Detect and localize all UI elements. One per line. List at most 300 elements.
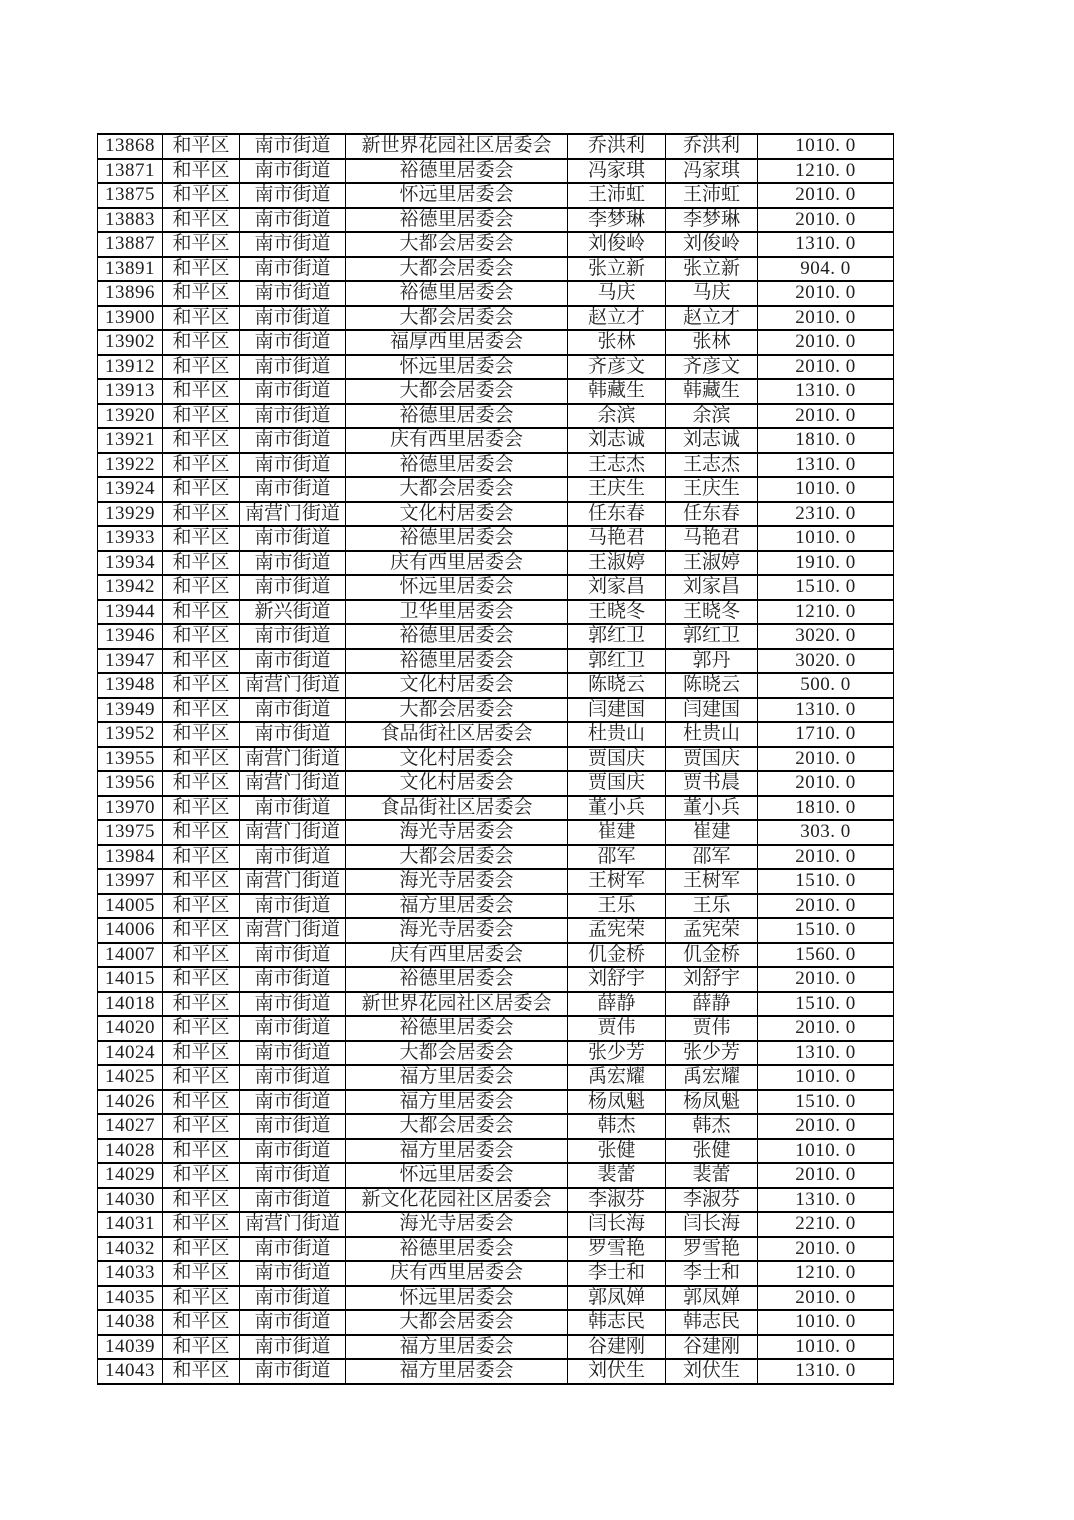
cell-name-2: 崔建	[666, 820, 758, 845]
table-row	[98, 281, 894, 306]
cell-name: 邵军	[568, 845, 666, 870]
cell-committee: 文化村居委会	[346, 771, 568, 796]
table-row	[98, 1065, 894, 1090]
cell-name-2: 闫建国	[666, 698, 758, 723]
cell-name-2: 张少芳	[666, 1041, 758, 1066]
cell-record-id: 13942	[98, 575, 163, 600]
cell-committee: 大都会居委会	[346, 698, 568, 723]
cell-name: 王树军	[568, 869, 666, 894]
cell-record-id: 14043	[98, 1359, 163, 1384]
cell-committee: 裕德里居委会	[346, 526, 568, 551]
cell-district: 和平区	[163, 673, 240, 698]
cell-street: 南市街道	[240, 379, 346, 404]
cell-committee: 海光寺居委会	[346, 869, 568, 894]
cell-district: 和平区	[163, 134, 240, 159]
cell-amount: 1310. 0	[758, 232, 894, 257]
cell-street: 南市街道	[240, 404, 346, 429]
cell-district: 和平区	[163, 526, 240, 551]
cell-name-2: 仉金桥	[666, 943, 758, 968]
cell-amount: 1010. 0	[758, 1310, 894, 1335]
cell-district: 和平区	[163, 551, 240, 576]
cell-street: 南市街道	[240, 1139, 346, 1164]
cell-record-id: 13984	[98, 845, 163, 870]
cell-name-2: 王晓冬	[666, 600, 758, 625]
cell-amount: 1010. 0	[758, 1065, 894, 1090]
cell-district: 和平区	[163, 649, 240, 674]
cell-street: 南营门街道	[240, 918, 346, 943]
cell-street: 南市街道	[240, 894, 346, 919]
cell-committee: 海光寺居委会	[346, 820, 568, 845]
cell-district: 和平区	[163, 722, 240, 747]
cell-record-id: 13946	[98, 624, 163, 649]
table-row	[98, 820, 894, 845]
cell-name: 张少芳	[568, 1041, 666, 1066]
cell-name-2: 刘俊岭	[666, 232, 758, 257]
cell-committee: 怀远里居委会	[346, 1286, 568, 1311]
cell-name-2: 韩藏生	[666, 379, 758, 404]
cell-record-id: 14006	[98, 918, 163, 943]
cell-name: 谷建刚	[568, 1335, 666, 1360]
cell-name: 李梦琳	[568, 208, 666, 233]
table-row	[98, 379, 894, 404]
cell-record-id: 13875	[98, 183, 163, 208]
cell-committee: 裕德里居委会	[346, 404, 568, 429]
cell-street: 南市街道	[240, 1237, 346, 1262]
cell-district: 和平区	[163, 698, 240, 723]
cell-district: 和平区	[163, 1359, 240, 1384]
cell-amount: 3020. 0	[758, 624, 894, 649]
cell-name: 王晓冬	[568, 600, 666, 625]
cell-name-2: 谷建刚	[666, 1335, 758, 1360]
cell-district: 和平区	[163, 845, 240, 870]
table-row	[98, 453, 894, 478]
cell-amount: 1010. 0	[758, 134, 894, 159]
cell-street: 南市街道	[240, 159, 346, 184]
cell-name: 薛静	[568, 992, 666, 1017]
table-row	[98, 1016, 894, 1041]
cell-amount: 1010. 0	[758, 477, 894, 502]
table-row	[98, 771, 894, 796]
cell-name-2: 刘家昌	[666, 575, 758, 600]
cell-name: 闫建国	[568, 698, 666, 723]
cell-name-2: 张立新	[666, 257, 758, 282]
cell-street: 南市街道	[240, 306, 346, 331]
table-row	[98, 967, 894, 992]
cell-street: 南市街道	[240, 183, 346, 208]
cell-street: 南市街道	[240, 649, 346, 674]
table-row	[98, 477, 894, 502]
records-table	[97, 133, 894, 1385]
cell-name: 刘家昌	[568, 575, 666, 600]
cell-committee: 大都会居委会	[346, 477, 568, 502]
cell-committee: 大都会居委会	[346, 1114, 568, 1139]
cell-street: 南营门街道	[240, 771, 346, 796]
cell-street: 南市街道	[240, 1335, 346, 1360]
cell-record-id: 14033	[98, 1261, 163, 1286]
cell-amount: 1010. 0	[758, 526, 894, 551]
cell-amount: 2010. 0	[758, 771, 894, 796]
table-row	[98, 747, 894, 772]
cell-street: 南市街道	[240, 575, 346, 600]
records-table-body	[98, 134, 894, 1384]
cell-amount: 303. 0	[758, 820, 894, 845]
cell-district: 和平区	[163, 1261, 240, 1286]
table-row	[98, 183, 894, 208]
cell-amount: 1310. 0	[758, 698, 894, 723]
cell-name: 孟宪荣	[568, 918, 666, 943]
cell-record-id: 14030	[98, 1188, 163, 1213]
cell-name-2: 刘舒宇	[666, 967, 758, 992]
cell-record-id: 14015	[98, 967, 163, 992]
cell-amount: 2010. 0	[758, 183, 894, 208]
cell-record-id: 14005	[98, 894, 163, 919]
cell-district: 和平区	[163, 600, 240, 625]
cell-district: 和平区	[163, 820, 240, 845]
cell-name-2: 王沛虹	[666, 183, 758, 208]
cell-district: 和平区	[163, 575, 240, 600]
cell-street: 南市街道	[240, 943, 346, 968]
cell-street: 南市街道	[240, 1359, 346, 1384]
cell-district: 和平区	[163, 1065, 240, 1090]
cell-record-id: 13913	[98, 379, 163, 404]
cell-street: 南市街道	[240, 355, 346, 380]
cell-district: 和平区	[163, 257, 240, 282]
cell-district: 和平区	[163, 1114, 240, 1139]
cell-name: 杨凤魁	[568, 1090, 666, 1115]
cell-street: 南营门街道	[240, 869, 346, 894]
cell-committee: 食品街社区居委会	[346, 796, 568, 821]
cell-name: 贾伟	[568, 1016, 666, 1041]
cell-amount: 1210. 0	[758, 600, 894, 625]
cell-amount: 2010. 0	[758, 404, 894, 429]
cell-committee: 海光寺居委会	[346, 918, 568, 943]
cell-district: 和平区	[163, 1139, 240, 1164]
cell-amount: 2010. 0	[758, 1016, 894, 1041]
cell-name-2: 王树军	[666, 869, 758, 894]
cell-record-id: 14020	[98, 1016, 163, 1041]
cell-district: 和平区	[163, 379, 240, 404]
cell-name: 刘志诚	[568, 428, 666, 453]
cell-name-2: 王乐	[666, 894, 758, 919]
cell-amount: 2010. 0	[758, 1286, 894, 1311]
cell-committee: 庆有西里居委会	[346, 551, 568, 576]
table-row	[98, 1261, 894, 1286]
cell-name: 齐彦文	[568, 355, 666, 380]
cell-name: 杜贵山	[568, 722, 666, 747]
cell-amount: 1810. 0	[758, 428, 894, 453]
cell-name-2: 刘伏生	[666, 1359, 758, 1384]
table-row	[98, 575, 894, 600]
cell-record-id: 14032	[98, 1237, 163, 1262]
table-row	[98, 355, 894, 380]
cell-record-id: 13948	[98, 673, 163, 698]
cell-district: 和平区	[163, 1163, 240, 1188]
cell-record-id: 14028	[98, 1139, 163, 1164]
cell-district: 和平区	[163, 208, 240, 233]
cell-district: 和平区	[163, 404, 240, 429]
cell-record-id: 14025	[98, 1065, 163, 1090]
cell-committee: 大都会居委会	[346, 1041, 568, 1066]
cell-record-id: 13924	[98, 477, 163, 502]
table-row	[98, 428, 894, 453]
cell-district: 和平区	[163, 918, 240, 943]
cell-amount: 1910. 0	[758, 551, 894, 576]
cell-record-id: 13912	[98, 355, 163, 380]
cell-district: 和平区	[163, 796, 240, 821]
cell-record-id: 13891	[98, 257, 163, 282]
cell-record-id: 14018	[98, 992, 163, 1017]
cell-amount: 2010. 0	[758, 1163, 894, 1188]
cell-name-2: 郭丹	[666, 649, 758, 674]
cell-name: 郭凤婵	[568, 1286, 666, 1311]
table-row	[98, 330, 894, 355]
cell-amount: 1510. 0	[758, 575, 894, 600]
cell-committee: 怀远里居委会	[346, 575, 568, 600]
table-row	[98, 1188, 894, 1213]
table-row	[98, 894, 894, 919]
cell-district: 和平区	[163, 1090, 240, 1115]
cell-amount: 2010. 0	[758, 1114, 894, 1139]
cell-name-2: 陈晓云	[666, 673, 758, 698]
cell-record-id: 13921	[98, 428, 163, 453]
cell-amount: 2010. 0	[758, 281, 894, 306]
cell-district: 和平区	[163, 159, 240, 184]
cell-street: 南市街道	[240, 1188, 346, 1213]
cell-committee: 大都会居委会	[346, 1310, 568, 1335]
cell-district: 和平区	[163, 1335, 240, 1360]
table-row	[98, 1163, 894, 1188]
cell-amount: 2010. 0	[758, 306, 894, 331]
cell-record-id: 13949	[98, 698, 163, 723]
cell-committee: 裕德里居委会	[346, 208, 568, 233]
cell-committee: 新文化花园社区居委会	[346, 1188, 568, 1213]
cell-street: 南营门街道	[240, 820, 346, 845]
cell-name: 马庆	[568, 281, 666, 306]
table-row	[98, 502, 894, 527]
cell-record-id: 14026	[98, 1090, 163, 1115]
cell-record-id: 13952	[98, 722, 163, 747]
table-row	[98, 1212, 894, 1237]
cell-street: 南市街道	[240, 257, 346, 282]
cell-amount: 2010. 0	[758, 1237, 894, 1262]
cell-committee: 怀远里居委会	[346, 355, 568, 380]
cell-street: 南市街道	[240, 232, 346, 257]
table-row	[98, 698, 894, 723]
cell-record-id: 14027	[98, 1114, 163, 1139]
cell-amount: 2010. 0	[758, 967, 894, 992]
cell-amount: 1310. 0	[758, 1359, 894, 1384]
cell-district: 和平区	[163, 869, 240, 894]
cell-street: 南市街道	[240, 1286, 346, 1311]
cell-name: 罗雪艳	[568, 1237, 666, 1262]
cell-committee: 裕德里居委会	[346, 1237, 568, 1262]
cell-name-2: 贾国庆	[666, 747, 758, 772]
cell-amount: 2210. 0	[758, 1212, 894, 1237]
cell-name-2: 王庆生	[666, 477, 758, 502]
cell-name: 郭红卫	[568, 624, 666, 649]
cell-committee: 大都会居委会	[346, 306, 568, 331]
cell-amount: 2010. 0	[758, 894, 894, 919]
cell-name: 禹宏耀	[568, 1065, 666, 1090]
cell-committee: 大都会居委会	[346, 232, 568, 257]
cell-district: 和平区	[163, 183, 240, 208]
cell-name-2: 乔洪利	[666, 134, 758, 159]
table-row	[98, 722, 894, 747]
table-row	[98, 134, 894, 159]
cell-amount: 1310. 0	[758, 1041, 894, 1066]
cell-name-2: 李士和	[666, 1261, 758, 1286]
cell-amount: 2010. 0	[758, 330, 894, 355]
table-row	[98, 1237, 894, 1262]
cell-street: 南市街道	[240, 453, 346, 478]
cell-committee: 食品街社区居委会	[346, 722, 568, 747]
cell-record-id: 13871	[98, 159, 163, 184]
cell-district: 和平区	[163, 771, 240, 796]
cell-district: 和平区	[163, 943, 240, 968]
table-row	[98, 159, 894, 184]
cell-name-2: 薛静	[666, 992, 758, 1017]
cell-committee: 文化村居委会	[346, 502, 568, 527]
cell-record-id: 14031	[98, 1212, 163, 1237]
cell-committee: 福方里居委会	[346, 1335, 568, 1360]
cell-record-id: 13955	[98, 747, 163, 772]
cell-amount: 1210. 0	[758, 159, 894, 184]
cell-name: 刘舒宇	[568, 967, 666, 992]
cell-name: 乔洪利	[568, 134, 666, 159]
cell-record-id: 14035	[98, 1286, 163, 1311]
cell-record-id: 13929	[98, 502, 163, 527]
cell-district: 和平区	[163, 453, 240, 478]
cell-amount: 2010. 0	[758, 747, 894, 772]
cell-amount: 2010. 0	[758, 208, 894, 233]
cell-street: 南营门街道	[240, 747, 346, 772]
cell-street: 南市街道	[240, 551, 346, 576]
cell-name: 王淑婷	[568, 551, 666, 576]
cell-amount: 1510. 0	[758, 992, 894, 1017]
cell-amount: 1710. 0	[758, 722, 894, 747]
cell-committee: 福方里居委会	[346, 894, 568, 919]
cell-record-id: 13997	[98, 869, 163, 894]
cell-name-2: 贾伟	[666, 1016, 758, 1041]
cell-district: 和平区	[163, 1286, 240, 1311]
cell-name-2: 余滨	[666, 404, 758, 429]
cell-street: 南市街道	[240, 722, 346, 747]
cell-record-id: 14024	[98, 1041, 163, 1066]
cell-district: 和平区	[163, 1041, 240, 1066]
cell-district: 和平区	[163, 894, 240, 919]
cell-street: 南营门街道	[240, 1212, 346, 1237]
cell-amount: 1010. 0	[758, 1335, 894, 1360]
cell-record-id: 13947	[98, 649, 163, 674]
table-row	[98, 1114, 894, 1139]
table-row	[98, 624, 894, 649]
cell-committee: 裕德里居委会	[346, 159, 568, 184]
cell-amount: 1560. 0	[758, 943, 894, 968]
cell-name-2: 李梦琳	[666, 208, 758, 233]
cell-committee: 大都会居委会	[346, 379, 568, 404]
cell-committee: 大都会居委会	[346, 845, 568, 870]
cell-street: 南市街道	[240, 208, 346, 233]
cell-street: 南市街道	[240, 1163, 346, 1188]
cell-amount: 1510. 0	[758, 869, 894, 894]
cell-name-2: 冯家琪	[666, 159, 758, 184]
cell-name-2: 韩志民	[666, 1310, 758, 1335]
cell-record-id: 13896	[98, 281, 163, 306]
cell-record-id: 13902	[98, 330, 163, 355]
table-row	[98, 551, 894, 576]
cell-name: 刘伏生	[568, 1359, 666, 1384]
cell-name: 王乐	[568, 894, 666, 919]
cell-committee: 裕德里居委会	[346, 1016, 568, 1041]
cell-street: 南市街道	[240, 796, 346, 821]
table-row	[98, 845, 894, 870]
cell-name: 赵立才	[568, 306, 666, 331]
table-row	[98, 943, 894, 968]
cell-name: 余滨	[568, 404, 666, 429]
cell-name-2: 刘志诚	[666, 428, 758, 453]
cell-district: 和平区	[163, 992, 240, 1017]
cell-committee: 裕德里居委会	[346, 649, 568, 674]
cell-name: 闫长海	[568, 1212, 666, 1237]
cell-committee: 庆有西里居委会	[346, 943, 568, 968]
cell-street: 南市街道	[240, 1065, 346, 1090]
cell-name-2: 王志杰	[666, 453, 758, 478]
cell-name: 裴蕾	[568, 1163, 666, 1188]
cell-amount: 2010. 0	[758, 845, 894, 870]
table-row	[98, 1139, 894, 1164]
cell-amount: 1510. 0	[758, 1090, 894, 1115]
cell-street: 新兴街道	[240, 600, 346, 625]
cell-name: 陈晓云	[568, 673, 666, 698]
cell-street: 南市街道	[240, 477, 346, 502]
cell-record-id: 13934	[98, 551, 163, 576]
cell-name: 王庆生	[568, 477, 666, 502]
cell-name: 王志杰	[568, 453, 666, 478]
cell-amount: 1810. 0	[758, 796, 894, 821]
cell-record-id: 13933	[98, 526, 163, 551]
cell-record-id: 13922	[98, 453, 163, 478]
cell-street: 南市街道	[240, 281, 346, 306]
cell-name-2: 赵立才	[666, 306, 758, 331]
cell-street: 南市街道	[240, 428, 346, 453]
cell-record-id: 13868	[98, 134, 163, 159]
cell-district: 和平区	[163, 747, 240, 772]
cell-name-2: 齐彦文	[666, 355, 758, 380]
table-row	[98, 526, 894, 551]
cell-district: 和平区	[163, 1310, 240, 1335]
cell-record-id: 13887	[98, 232, 163, 257]
cell-name-2: 孟宪荣	[666, 918, 758, 943]
cell-name-2: 郭凤婵	[666, 1286, 758, 1311]
cell-street: 南市街道	[240, 1090, 346, 1115]
cell-committee: 裕德里居委会	[346, 624, 568, 649]
cell-record-id: 13920	[98, 404, 163, 429]
cell-district: 和平区	[163, 967, 240, 992]
table-row	[98, 1310, 894, 1335]
cell-district: 和平区	[163, 1212, 240, 1237]
cell-street: 南市街道	[240, 1310, 346, 1335]
cell-name: 李淑芬	[568, 1188, 666, 1213]
cell-committee: 卫华里居委会	[346, 600, 568, 625]
table-row	[98, 992, 894, 1017]
cell-committee: 新世界花园社区居委会	[346, 992, 568, 1017]
cell-district: 和平区	[163, 502, 240, 527]
cell-record-id: 14038	[98, 1310, 163, 1335]
cell-name: 刘俊岭	[568, 232, 666, 257]
cell-street: 南市街道	[240, 624, 346, 649]
cell-district: 和平区	[163, 1016, 240, 1041]
cell-name: 张林	[568, 330, 666, 355]
